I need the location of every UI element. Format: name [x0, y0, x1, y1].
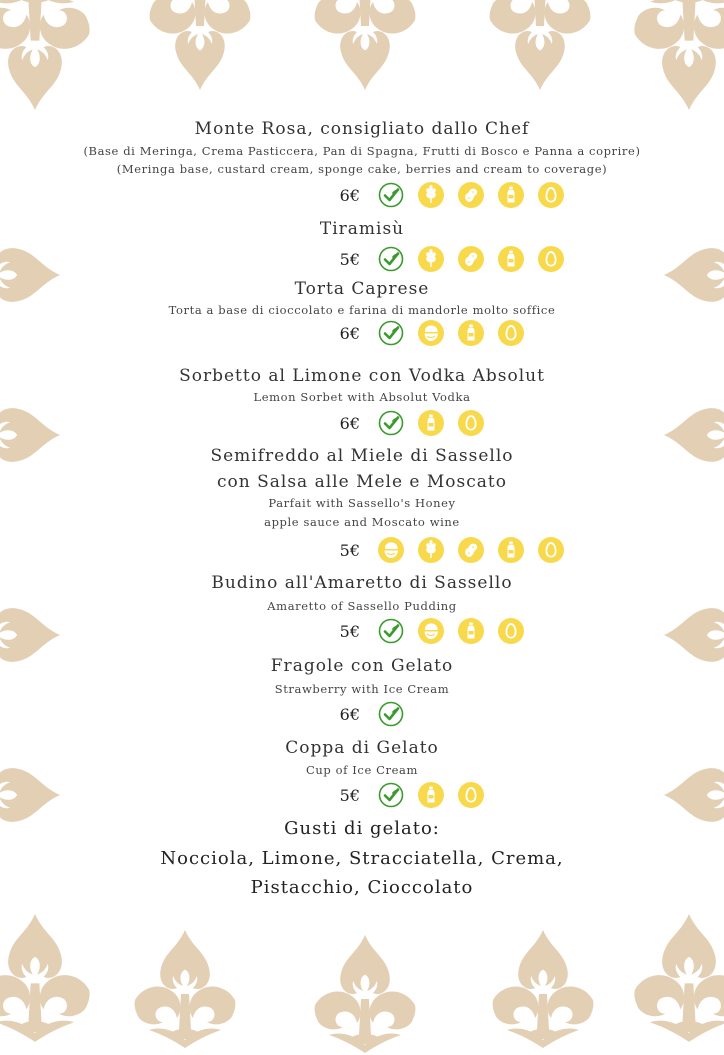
- item-price: 6€: [339, 323, 360, 343]
- item-name-sorbetto: Sorbetto al Limone con Vodka Absolut: [179, 366, 545, 386]
- item-row-6: [330, 699, 418, 729]
- item-desc-coppa: Cup of Ice Cream: [306, 763, 418, 777]
- vegetarian-check-icon: [378, 320, 404, 346]
- item-desc-semifreddo-line2: apple sauce and Moscato wine: [264, 515, 460, 529]
- egg-icon: [458, 782, 484, 808]
- peanut-icon: [458, 537, 484, 563]
- item-name-semifreddo-line2: con Salsa alle Mele e Moscato: [217, 472, 507, 492]
- egg-icon: [458, 410, 484, 436]
- item-desc-torta-caprese: Torta a base di cioccolato e farina di mandorle molto soffice: [168, 303, 556, 317]
- allergen-icons: [378, 410, 498, 436]
- item-row-0: [330, 180, 578, 210]
- item-name-coppa: Coppa di Gelato: [285, 738, 439, 758]
- item-row-7: [330, 780, 498, 810]
- item-price: 5€: [339, 785, 360, 805]
- allergen-icons: [378, 182, 578, 208]
- item-row-3: [330, 408, 498, 438]
- egg-icon: [538, 182, 564, 208]
- nuts-icon: [418, 320, 444, 346]
- flavors-title: Gusti di gelato:: [284, 818, 440, 839]
- nuts-icon: [378, 537, 404, 563]
- egg-icon: [538, 537, 564, 563]
- item-price: 5€: [339, 540, 360, 560]
- peanut-icon: [458, 246, 484, 272]
- allergen-icons: [378, 701, 418, 727]
- vegetarian-check-icon: [378, 410, 404, 436]
- item-price: 6€: [339, 413, 360, 433]
- item-desc-fragole: Strawberry with Ice Cream: [274, 682, 450, 696]
- allergen-icons: [378, 782, 498, 808]
- item-name-torta-caprese: Torta Caprese: [294, 279, 430, 299]
- vegetarian-check-icon: [378, 246, 404, 272]
- item-price: 5€: [339, 621, 360, 641]
- item-price: 6€: [339, 704, 360, 724]
- allergen-icons: [378, 246, 578, 272]
- item-desc-monte-rosa-en: (Meringa base, custard cream, sponge cake, berries and cream to coverage): [116, 162, 608, 176]
- allergen-icons: [378, 618, 538, 644]
- flavors-line2: Pistacchio, Cioccolato: [250, 877, 474, 898]
- item-name-tiramisu: Tiramisù: [319, 219, 405, 239]
- item-desc-monte-rosa-it: (Base di Meringa, Crema Pasticcera, Pan di Spagna, Frutti di Bosco e Panna a coprire): [83, 144, 641, 158]
- milk-bottle-icon: [498, 246, 524, 272]
- flavors-line1: Nocciola, Limone, Stracciatella, Crema,: [160, 848, 564, 869]
- item-name-fragole: Fragole con Gelato: [270, 656, 454, 676]
- vegetarian-check-icon: [378, 182, 404, 208]
- allergen-icons: [378, 320, 538, 346]
- item-name-budino: Budino all'Amaretto di Sassello: [211, 573, 513, 593]
- item-row-2: [330, 318, 538, 348]
- item-row-1: [330, 244, 578, 274]
- egg-icon: [538, 246, 564, 272]
- item-price: 6€: [339, 185, 360, 205]
- vegetarian-check-icon: [378, 701, 404, 727]
- gluten-wheat-icon: [418, 246, 444, 272]
- item-name-semifreddo-line1: Semifreddo al Miele di Sassello: [210, 446, 514, 466]
- item-row-5: [330, 616, 538, 646]
- milk-bottle-icon: [458, 320, 484, 346]
- egg-icon: [498, 618, 524, 644]
- milk-bottle-icon: [498, 182, 524, 208]
- vegetarian-check-icon: [378, 782, 404, 808]
- milk-bottle-icon: [418, 410, 444, 436]
- item-desc-budino: Amaretto of Sassello Pudding: [267, 599, 457, 613]
- milk-bottle-icon: [498, 537, 524, 563]
- egg-icon: [498, 320, 524, 346]
- item-row-4: [330, 535, 578, 565]
- item-desc-semifreddo-line1: Parfait with Sassello's Honey: [268, 496, 456, 510]
- gluten-wheat-icon: [418, 537, 444, 563]
- milk-bottle-icon: [418, 782, 444, 808]
- item-price: 5€: [339, 249, 360, 269]
- allergen-icons: [378, 537, 578, 563]
- peanut-icon: [458, 182, 484, 208]
- item-desc-sorbetto: Lemon Sorbet with Absolut Vodka: [253, 390, 471, 404]
- nuts-icon: [418, 618, 444, 644]
- milk-bottle-icon: [458, 618, 484, 644]
- gluten-wheat-icon: [418, 182, 444, 208]
- item-name-monte-rosa: Monte Rosa, consigliato dallo Chef: [194, 119, 530, 139]
- vegetarian-check-icon: [378, 618, 404, 644]
